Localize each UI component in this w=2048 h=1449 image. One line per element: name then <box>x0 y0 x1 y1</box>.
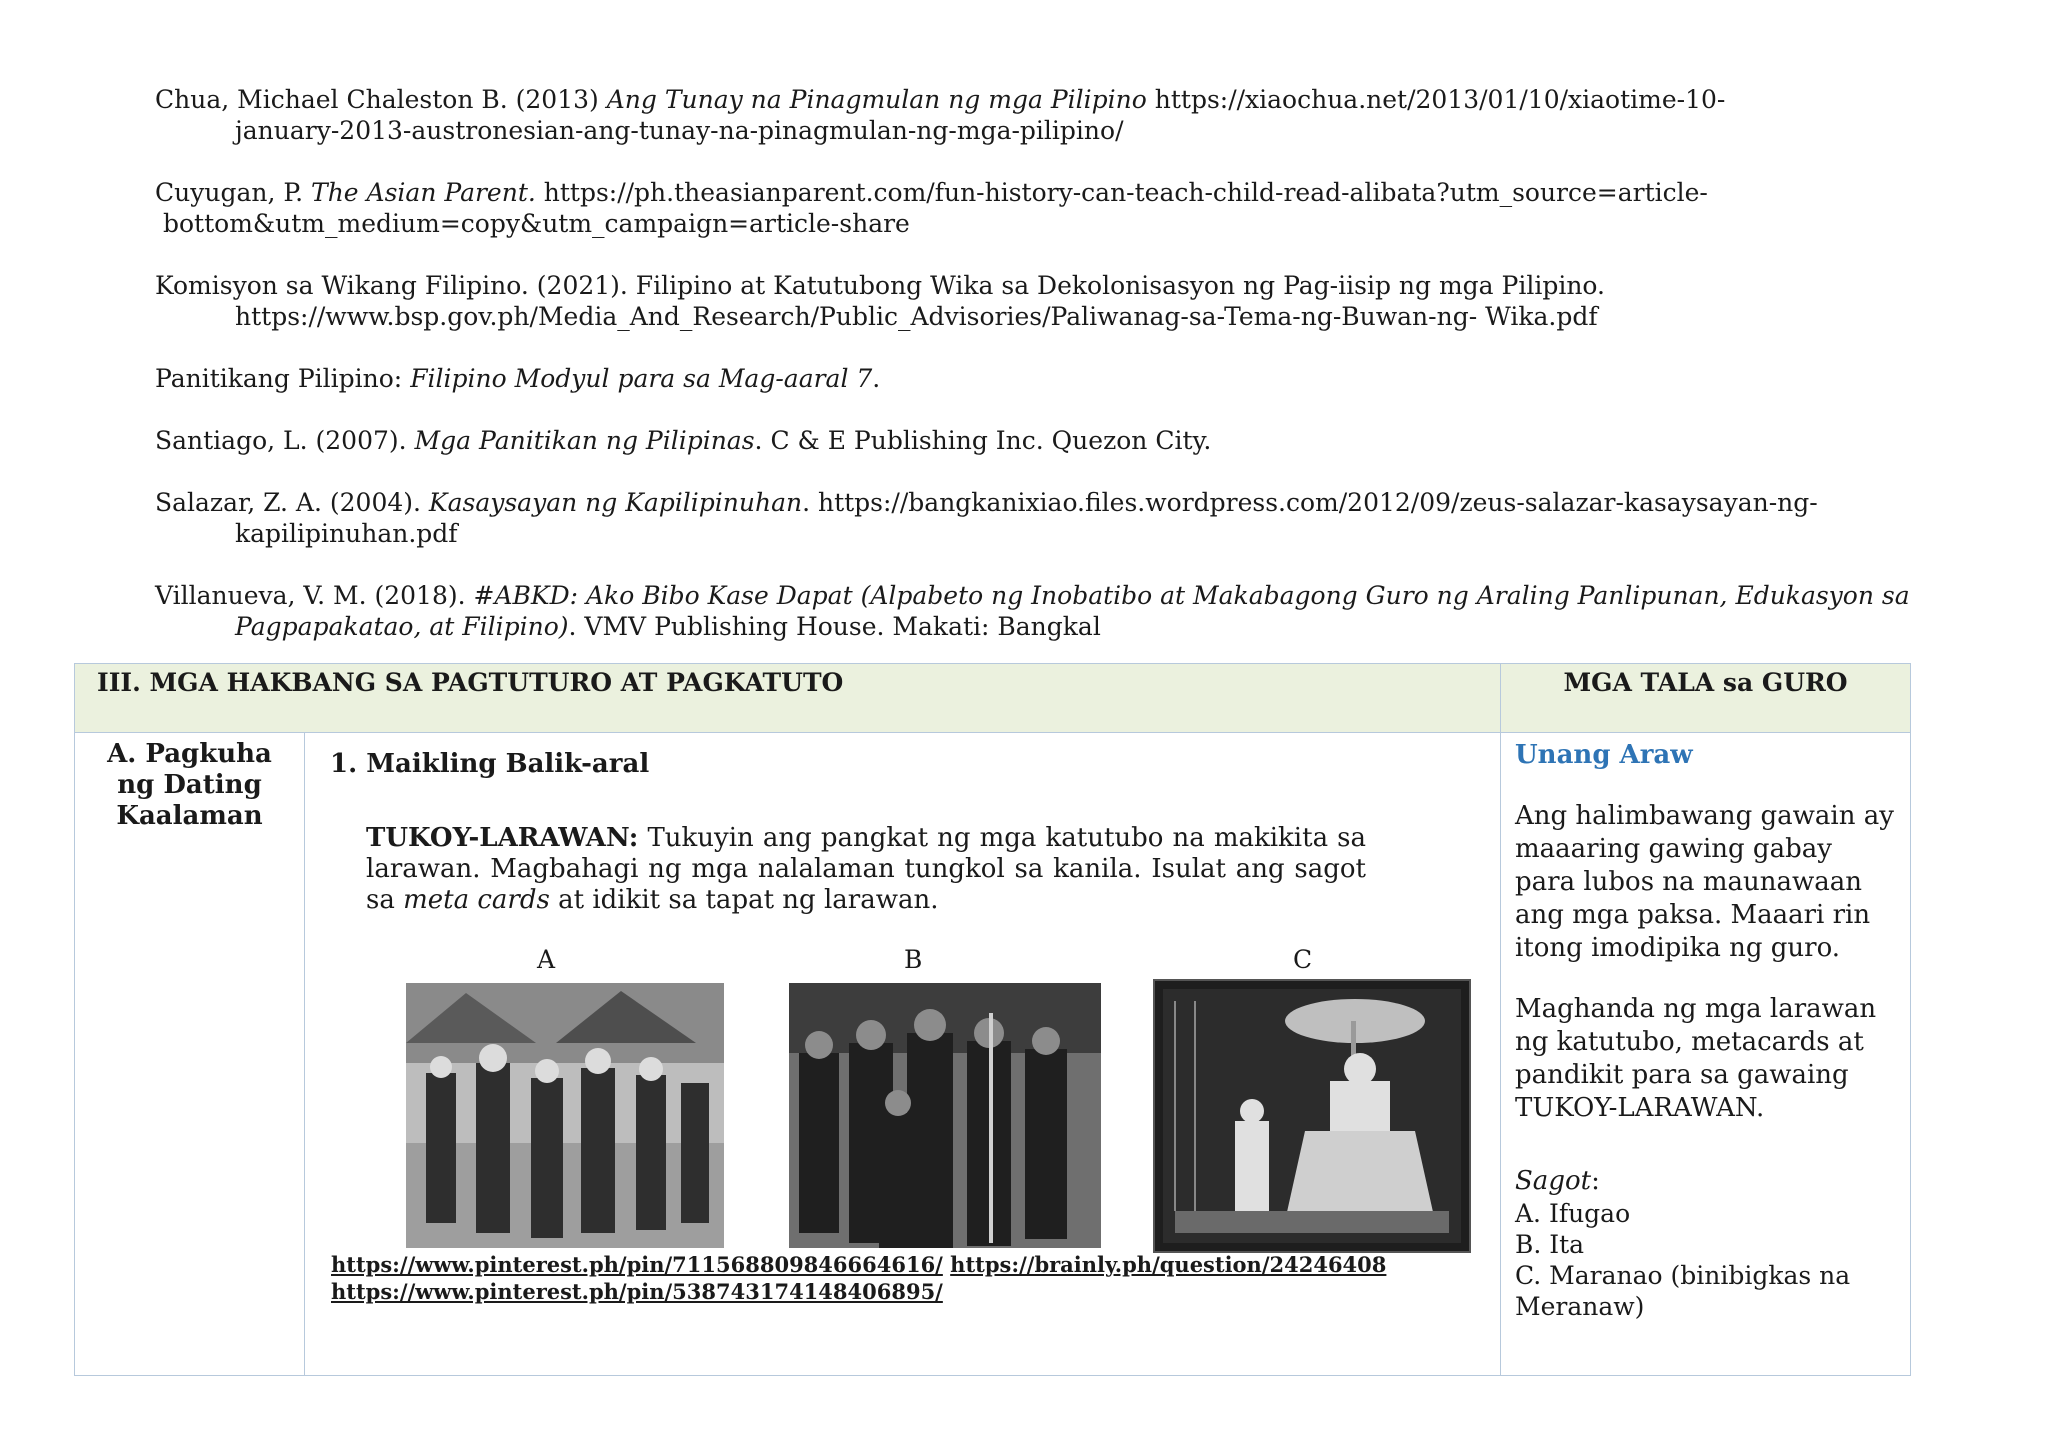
reference-item: Panitikang Pilipino: Filipino Modyul para sa Mag-aaral 7. <box>155 364 881 393</box>
reference-item: Salazar, Z. A. (2004). Kasaysayan ng Kapilipinuhan. https://bangkanixiao.files.wordpress.com/2012/09/zeus-salazar-kasaysayan-ng- kapilipinuhan.pdf <box>155 488 1818 548</box>
lesson-plan-table <box>74 663 1911 1376</box>
answer-item: B. Ita <box>1515 1230 1585 1259</box>
reference-item: Chua, Michael Chaleston B. (2013) Ang Tunay na Pinagmulan ng mga Pilipino https://xiaochua.net/2013/01/10/xiaotime-10- january-2013-austronesian-ang-tunay-na-pinagmulan-ng-mga-pilipino/ <box>155 85 1726 145</box>
answer-item-continued: Meranaw) <box>1515 1292 1645 1321</box>
tukoy-larawan-instructions: TUKOY-LARAWAN: Tukuyin ang pangkat ng mga katutubo na makikita sa larawan. Magbahagi ng mga nalalaman tungkol sa kanila. Isulat ang sagot sa meta cards at idikit sa tapat ng larawan. <box>366 823 1366 915</box>
ita-photo <box>789 983 1101 1248</box>
note-paragraph: Ang halimbawang gawain ay maaaring gawing gabay para lubos na maunawaan ang mga paksa. Maaari rin itong imodipika ng guro. <box>1515 801 1894 963</box>
photo-label-c: C <box>1293 945 1313 974</box>
reference-item: Villanueva, V. M. (2018). #ABKD: Ako Bibo Kase Dapat (Alpabeto ng Inobatibo at Makabagong Guro ng Araling Panlipunan, Edukasyon sa Pagpapakatao, at Filipino). VMV Publishing House. Makati: Bangkal <box>155 581 1910 641</box>
source-link[interactable]: https://www.pinterest.ph/pin/711568809846664616/ <box>331 1252 943 1277</box>
teacher-notes-cell <box>1501 733 1911 1376</box>
table-header-notes: MGA TALA sa GURO <box>1501 664 1911 733</box>
reference-item: Komisyon sa Wikang Filipino. (2021). Filipino at Katutubong Wika sa Dekolonisasyon ng Pag-iisip ng mga Pilipino. https://www.bsp.gov.ph/Media_And_Research/Public_Advisories/Paliwanag-sa-Tema-ng-Buwan-ng- Wika.pdf <box>155 271 1605 331</box>
table-header-steps: III. MGA HAKBANG SA PAGTUTURO AT PAGKATUTO <box>75 664 1501 733</box>
source-link[interactable]: https://brainly.ph/question/24246408 <box>950 1252 1387 1277</box>
maranao-photo <box>1153 979 1471 1253</box>
note-paragraph: Maghanda ng mga larawan ng katutubo, metacards at pandikit para sa gawaing TUKOY-LARAWAN. <box>1515 994 1877 1123</box>
balik-aral-heading: 1. Maikling Balik-aral <box>330 749 650 779</box>
photo-label-a: A <box>537 945 556 974</box>
photo-label-b: B <box>904 945 923 974</box>
reference-item: Cuyugan, P. The Asian Parent. https://ph.theasianparent.com/fun-history-can-teach-child-read-alibata?utm_source=article- bottom&utm_medium=copy&utm_campaign=article-share <box>155 178 1708 238</box>
answer-item: C. Maranao (binibigkas na <box>1515 1261 1851 1290</box>
image-source-links <box>331 1251 1386 1305</box>
answer-heading: Sagot: <box>1515 1166 1600 1196</box>
day-heading: Unang Araw <box>1515 740 1693 770</box>
reference-item: Santiago, L. (2007). Mga Panitikan ng Pilipinas. C & E Publishing Inc. Quezon City. <box>155 426 1212 455</box>
answer-item: A. Ifugao <box>1515 1199 1631 1228</box>
ifugao-photo <box>406 983 724 1248</box>
activity-cell <box>305 733 1501 1376</box>
section-label: A. Pagkuha ng Dating Kaalaman <box>75 733 305 1376</box>
references-list <box>155 84 1915 673</box>
source-link[interactable]: https://www.pinterest.ph/pin/538743174148406895/ <box>331 1279 943 1304</box>
